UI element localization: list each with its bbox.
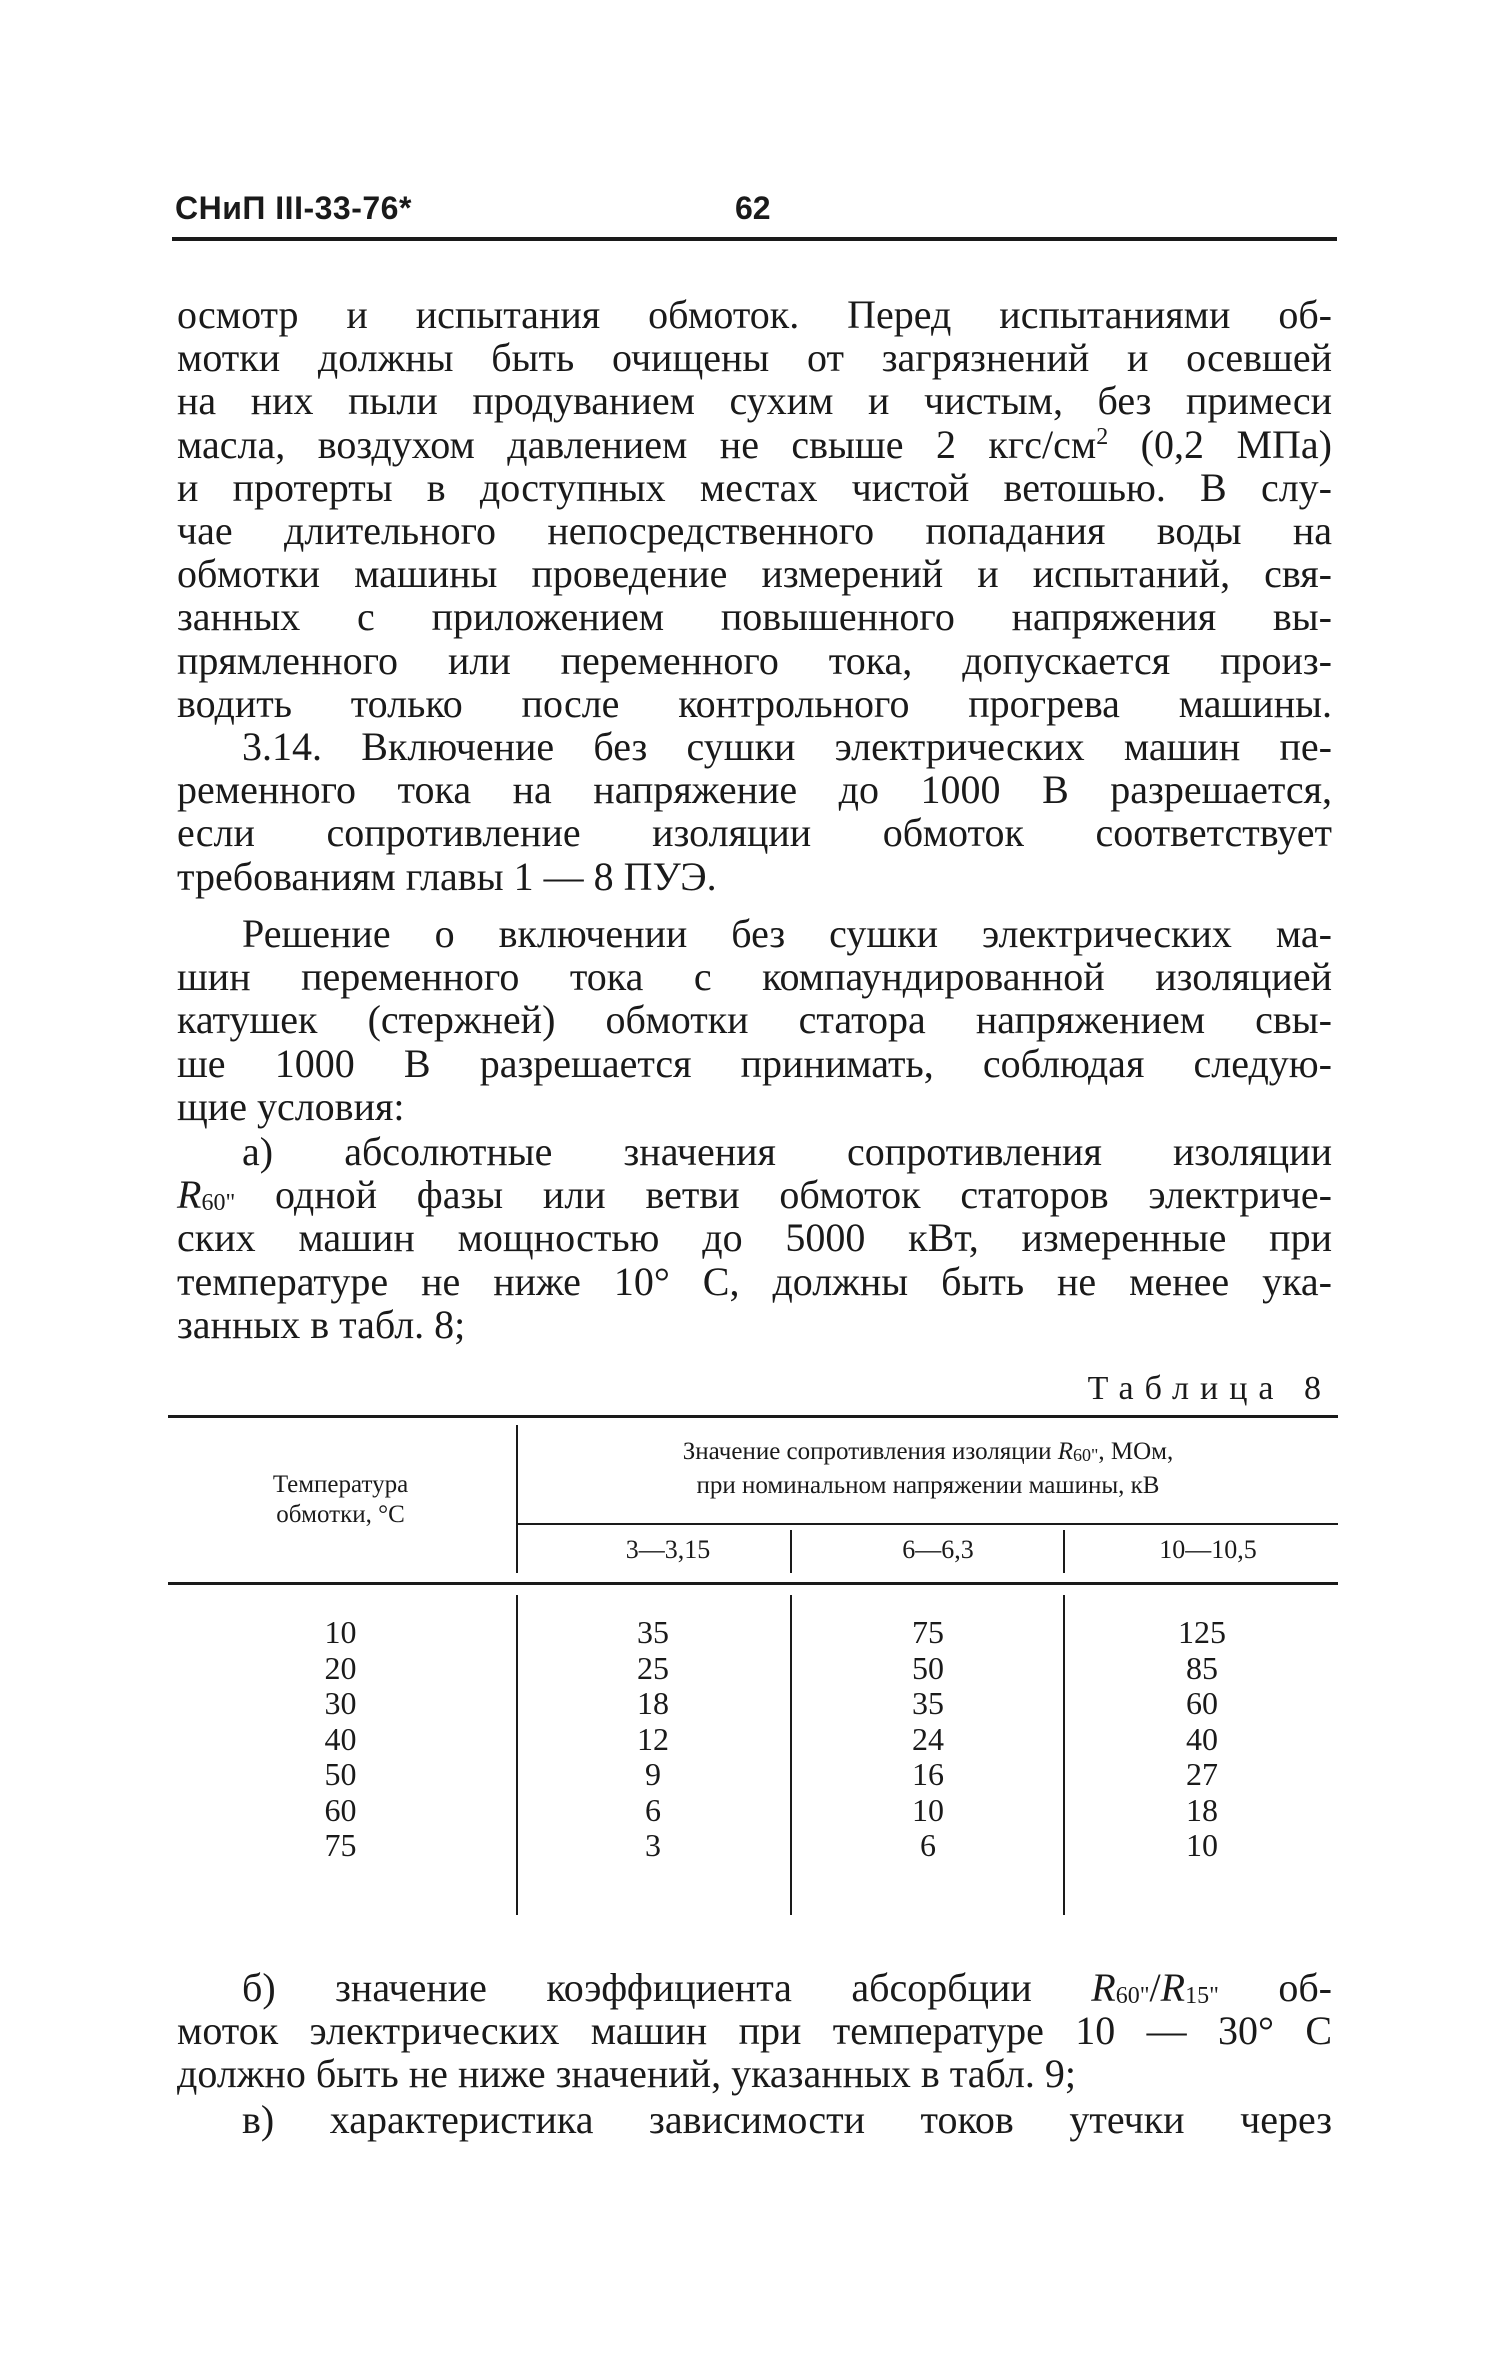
text-line: в) характеристика зависимости токов утечки через xyxy=(242,2097,1332,2142)
text-line: на них пыли продуванием сухим и чистым, без примеси xyxy=(177,378,1332,424)
document-code: СНиП III-33-76* xyxy=(175,190,412,226)
text-line: температуре не ниже 10° С, должны быть не менее ука- xyxy=(177,1258,1332,1304)
values-3kv-column: 35 25 18 12 9 6 3 xyxy=(637,1614,669,1863)
values-6kv-column: 75 50 35 24 16 10 6 xyxy=(912,1614,944,1863)
temperature-column: 10 20 30 40 50 60 75 xyxy=(324,1614,357,1863)
text-line: ских машин мощностью до 5000 кВт, измеренные при xyxy=(177,1215,1332,1261)
text-line: занных в табл. 8; xyxy=(177,1301,466,1347)
page-number: 62 xyxy=(735,190,771,226)
running-header xyxy=(175,190,1335,240)
voltage-header: 6—6,3 xyxy=(902,1535,974,1564)
paragraph-3-14 xyxy=(177,725,1332,898)
text-line: щие условия: xyxy=(177,1083,405,1129)
paragraph-inspection xyxy=(177,293,1332,725)
subheader-rule xyxy=(518,1523,1338,1525)
table-8 xyxy=(168,1415,1338,1915)
voltage-header: 10—10,5 xyxy=(1159,1535,1257,1564)
text-line: $R_{60"}$ одной фазы или ветви обмоток статоров электриче- xyxy=(177,1172,1332,1218)
table-divider xyxy=(1063,1530,1065,1573)
table-header-rule xyxy=(168,1582,1338,1585)
paragraph-condition-a xyxy=(177,1130,1332,1346)
voltage-header: 3—3,15 xyxy=(625,1535,711,1564)
header-rule xyxy=(172,237,1337,241)
text-line: а) абсолютные значения сопротивления изоляции xyxy=(242,1129,1332,1174)
text-line: водить только после контрольного прогрева машины. xyxy=(177,680,1332,726)
text-line: занных с приложением повышенного напряжения вы- xyxy=(177,594,1332,640)
table-caption: Таблица 8 xyxy=(1087,1370,1332,1407)
paragraph-condition-b xyxy=(177,1966,1332,2096)
text-line: ременного тока на напряжение до 1000 В разрешается, xyxy=(177,767,1332,813)
text-line: мотки должны быть очищены от загрязнений и осевшей xyxy=(177,335,1332,381)
table-divider xyxy=(1063,1595,1065,1915)
text-line: осмотр и испытания обмоток. Перед испытаниями об- xyxy=(177,292,1332,337)
text-line: и протерты в доступных местах чистой ветошью. В слу- xyxy=(177,464,1332,510)
text-line: масла, воздухом давлением не свыше 2 кгс/$см^2$ (0,2 МПа) xyxy=(177,421,1332,467)
text-line: б) значение коэффициента абсорбции $R_{60"}/R_{15"}$ об- xyxy=(242,1965,1332,2010)
paragraph-condition-c xyxy=(177,2098,1332,2141)
text-line: обмотки машины проведение измерений и испытаний, свя- xyxy=(177,551,1332,597)
text-line: должно быть не ниже значений, указанных в табл. 9; xyxy=(177,2051,1076,2097)
resistance-header: Значение сопротивления изоляции $R_{60"}$, МОм, при номинальном напряжении машины, кВ xyxy=(682,1438,1174,1499)
values-10kv-column: 125 85 60 40 27 18 10 xyxy=(1178,1614,1226,1863)
paragraph-decision xyxy=(177,912,1332,1128)
text-line: моток электрических машин при температуре 10 — 30° С xyxy=(177,2008,1332,2054)
text-line: чае длительного непосредственного попадания воды на xyxy=(177,508,1332,554)
text-line: шин переменного тока с компаундированной изоляцией xyxy=(177,954,1332,1000)
temperature-header: Температура обмотки, °С xyxy=(272,1471,409,1528)
text-line: Решение о включении без сушки электрических ма- xyxy=(242,911,1332,956)
text-line: если сопротивление изоляции обмоток соответствует xyxy=(177,810,1332,856)
text-line: требованиям главы 1 — 8 ПУЭ. xyxy=(177,853,717,899)
text-line: прямленного или переменного тока, допускается произ- xyxy=(177,637,1332,683)
text-line: 3.14. Включение без сушки электрических машин пе- xyxy=(242,724,1332,769)
text-line: ше 1000 В разрешается принимать, соблюдая следую- xyxy=(177,1040,1332,1086)
table-top-rule xyxy=(168,1415,1338,1418)
table-divider xyxy=(790,1595,792,1915)
text-line: катушек (стержней) обмотки статора напряжением свы- xyxy=(177,997,1332,1043)
